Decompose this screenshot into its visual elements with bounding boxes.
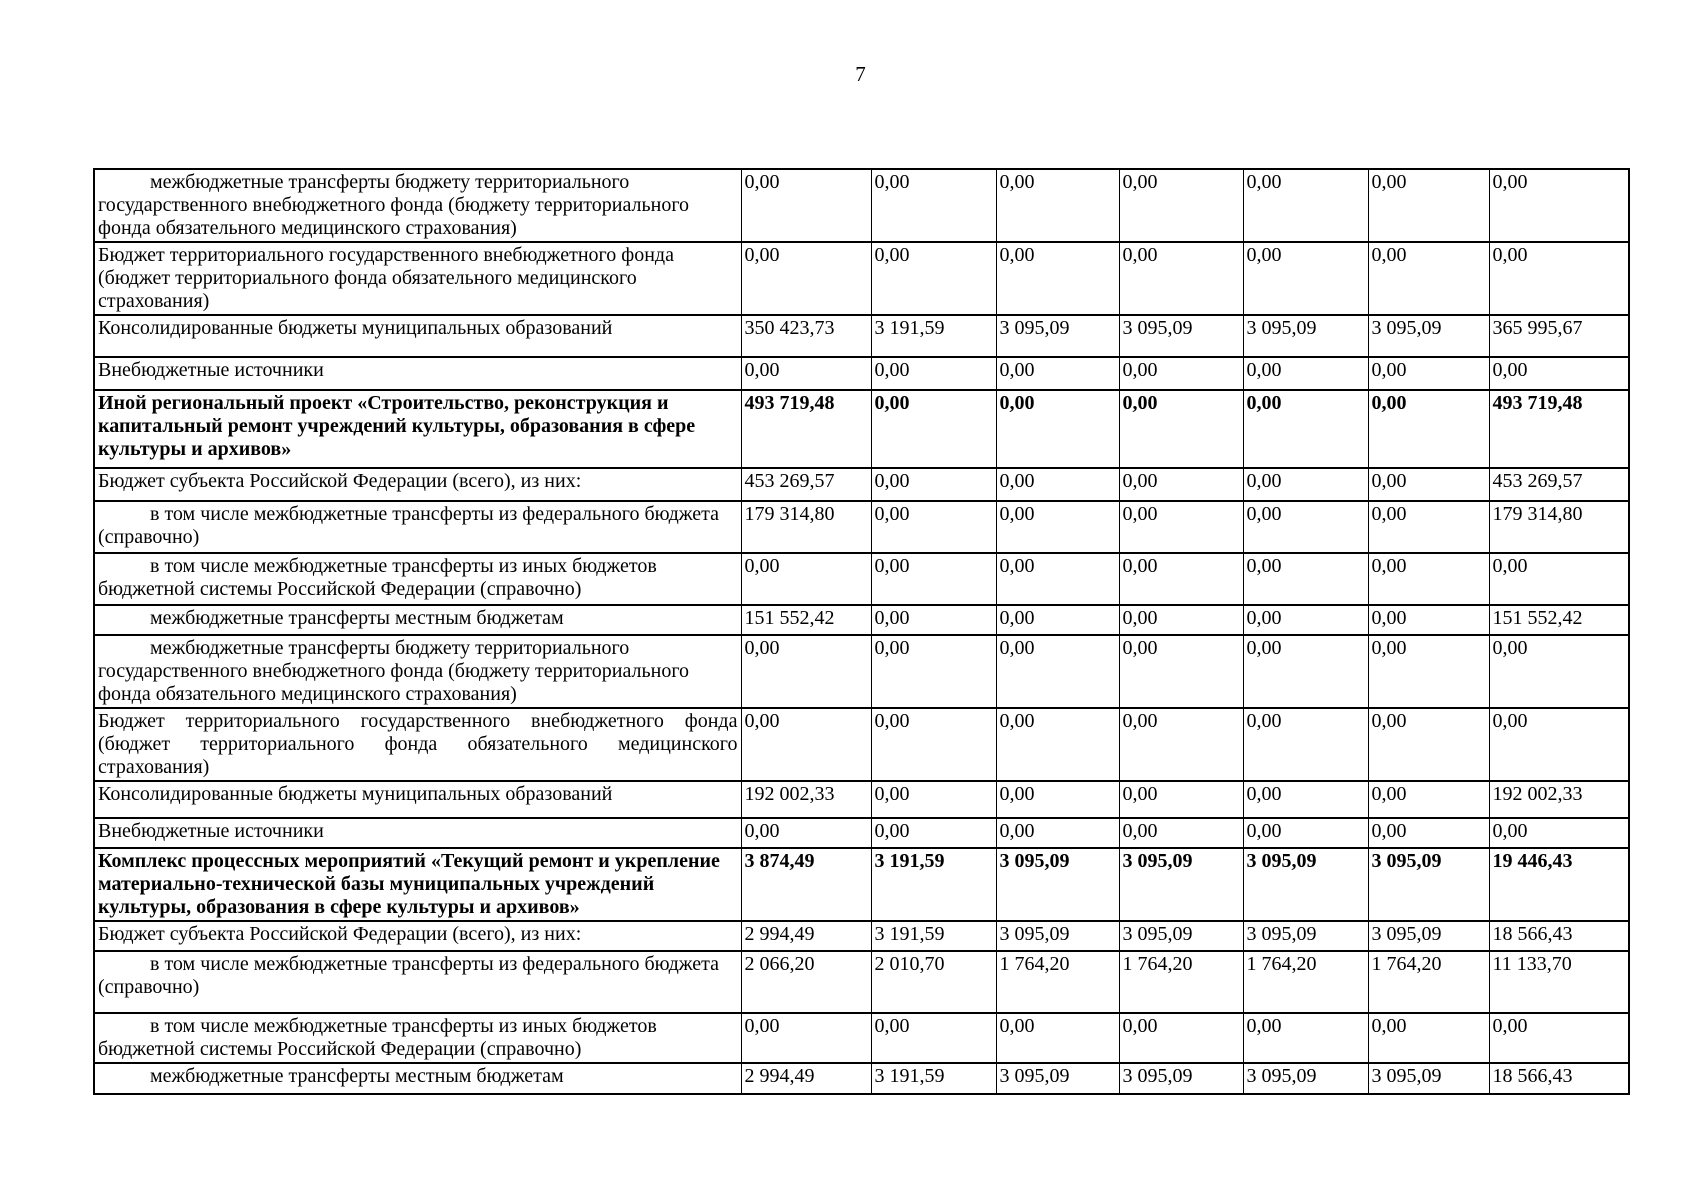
value-cell: 0,00 xyxy=(1243,169,1368,242)
value-cell: 0,00 xyxy=(1368,605,1489,635)
row-label-cell: Внебюджетные источники xyxy=(94,818,741,848)
value-cell: 0,00 xyxy=(1368,781,1489,818)
value-cell: 0,00 xyxy=(996,781,1119,818)
value-cell: 0,00 xyxy=(871,390,996,468)
table-row xyxy=(94,848,1629,921)
value-cell: 0,00 xyxy=(1368,818,1489,848)
value-cell: 0,00 xyxy=(1489,553,1629,605)
value-cell: 3 095,09 xyxy=(1119,848,1243,921)
value-cell: 0,00 xyxy=(996,357,1119,390)
row-label-cell: Иной региональный проект «Строительство, реконструкция и капитальный ремонт учреждений культуры, образования в сфере культуры и архивов» xyxy=(94,390,741,468)
value-cell: 3 095,09 xyxy=(1368,921,1489,951)
value-cell: 453 269,57 xyxy=(741,468,871,501)
value-cell: 0,00 xyxy=(1489,242,1629,315)
value-cell: 0,00 xyxy=(1119,818,1243,848)
value-cell: 18 566,43 xyxy=(1489,1063,1629,1094)
value-cell: 0,00 xyxy=(1119,1013,1243,1063)
value-cell: 0,00 xyxy=(1368,390,1489,468)
value-cell: 0,00 xyxy=(1243,390,1368,468)
value-cell: 0,00 xyxy=(741,242,871,315)
value-cell: 0,00 xyxy=(871,357,996,390)
value-cell: 0,00 xyxy=(996,553,1119,605)
value-cell: 3 095,09 xyxy=(1243,315,1368,357)
value-cell: 0,00 xyxy=(1119,468,1243,501)
row-label-cell: в том числе межбюджетные трансферты из федерального бюджета (справочно) xyxy=(94,501,741,553)
value-cell: 192 002,33 xyxy=(1489,781,1629,818)
value-cell: 0,00 xyxy=(1489,708,1629,781)
value-cell: 0,00 xyxy=(996,242,1119,315)
value-cell: 0,00 xyxy=(1119,169,1243,242)
row-label-cell: межбюджетные трансферты местным бюджетам xyxy=(94,605,741,635)
value-cell: 493 719,48 xyxy=(741,390,871,468)
value-cell: 0,00 xyxy=(871,553,996,605)
value-cell: 0,00 xyxy=(871,169,996,242)
value-cell: 0,00 xyxy=(996,390,1119,468)
table-row xyxy=(94,315,1629,357)
value-cell: 0,00 xyxy=(1368,635,1489,708)
row-label-cell: Внебюджетные источники xyxy=(94,357,741,390)
value-cell: 0,00 xyxy=(741,818,871,848)
value-cell: 0,00 xyxy=(996,1013,1119,1063)
row-label-cell: межбюджетные трансферты бюджету территориального государственного внебюджетного фонда (бюджету территориального фонда обязательного медицинского страхования) xyxy=(94,635,741,708)
budget-table-body xyxy=(94,169,1629,1094)
value-cell: 0,00 xyxy=(996,708,1119,781)
value-cell: 0,00 xyxy=(1119,242,1243,315)
table-row xyxy=(94,951,1629,1013)
value-cell: 0,00 xyxy=(1119,708,1243,781)
row-label-cell: Бюджет субъекта Российской Федерации (всего), из них: xyxy=(94,468,741,501)
value-cell: 0,00 xyxy=(1119,635,1243,708)
value-cell: 0,00 xyxy=(996,635,1119,708)
value-cell: 3 191,59 xyxy=(871,1063,996,1094)
value-cell: 151 552,42 xyxy=(741,605,871,635)
table-row xyxy=(94,818,1629,848)
value-cell: 0,00 xyxy=(871,635,996,708)
value-cell: 0,00 xyxy=(1243,357,1368,390)
value-cell: 3 095,09 xyxy=(1119,1063,1243,1094)
row-label-cell: Бюджет территориального государственного внебюджетного фонда (бюджет территориального фонда обязательного медицинского страхования) xyxy=(94,708,741,781)
value-cell: 2 994,49 xyxy=(741,1063,871,1094)
value-cell: 0,00 xyxy=(996,605,1119,635)
table-row xyxy=(94,921,1629,951)
value-cell: 0,00 xyxy=(871,1013,996,1063)
value-cell: 3 191,59 xyxy=(871,315,996,357)
value-cell: 3 095,09 xyxy=(1119,921,1243,951)
value-cell: 0,00 xyxy=(1368,169,1489,242)
budget-table xyxy=(93,168,1630,1095)
row-label-cell: в том числе межбюджетные трансферты из иных бюджетов бюджетной системы Российской Федерации (справочно) xyxy=(94,553,741,605)
table-row xyxy=(94,242,1629,315)
table-row xyxy=(94,553,1629,605)
table-row xyxy=(94,169,1629,242)
value-cell: 0,00 xyxy=(871,501,996,553)
value-cell: 0,00 xyxy=(1243,818,1368,848)
row-label-cell: межбюджетные трансферты бюджету территориального государственного внебюджетного фонда (бюджету территориального фонда обязательного медицинского страхования) xyxy=(94,169,741,242)
value-cell: 350 423,73 xyxy=(741,315,871,357)
value-cell: 0,00 xyxy=(1368,468,1489,501)
value-cell: 0,00 xyxy=(741,169,871,242)
value-cell: 1 764,20 xyxy=(1368,951,1489,1013)
value-cell: 2 066,20 xyxy=(741,951,871,1013)
value-cell: 0,00 xyxy=(1368,553,1489,605)
value-cell: 0,00 xyxy=(871,242,996,315)
value-cell: 0,00 xyxy=(871,605,996,635)
table-row xyxy=(94,781,1629,818)
value-cell: 365 995,67 xyxy=(1489,315,1629,357)
value-cell: 0,00 xyxy=(1243,605,1368,635)
value-cell: 0,00 xyxy=(1368,501,1489,553)
row-label-cell: Комплекс процессных мероприятий «Текущий ремонт и укрепление материально-технической базы муниципальных учреждений культуры, образования в сфере культуры и архивов» xyxy=(94,848,741,921)
value-cell: 3 874,49 xyxy=(741,848,871,921)
value-cell: 0,00 xyxy=(741,553,871,605)
value-cell: 3 095,09 xyxy=(996,848,1119,921)
value-cell: 18 566,43 xyxy=(1489,921,1629,951)
value-cell: 0,00 xyxy=(1368,708,1489,781)
table-row xyxy=(94,357,1629,390)
value-cell: 0,00 xyxy=(1243,242,1368,315)
value-cell: 0,00 xyxy=(1243,501,1368,553)
value-cell: 0,00 xyxy=(1489,818,1629,848)
table-row xyxy=(94,635,1629,708)
value-cell: 0,00 xyxy=(1119,553,1243,605)
value-cell: 0,00 xyxy=(741,708,871,781)
value-cell: 0,00 xyxy=(741,1013,871,1063)
value-cell: 0,00 xyxy=(1368,357,1489,390)
value-cell: 3 191,59 xyxy=(871,848,996,921)
row-label-cell: межбюджетные трансферты местным бюджетам xyxy=(94,1063,741,1094)
value-cell: 0,00 xyxy=(1119,357,1243,390)
value-cell: 0,00 xyxy=(1243,635,1368,708)
table-row xyxy=(94,605,1629,635)
value-cell: 3 191,59 xyxy=(871,921,996,951)
value-cell: 3 095,09 xyxy=(1368,848,1489,921)
value-cell: 11 133,70 xyxy=(1489,951,1629,1013)
value-cell: 3 095,09 xyxy=(996,1063,1119,1094)
value-cell: 0,00 xyxy=(1489,1013,1629,1063)
row-label-cell: Бюджет субъекта Российской Федерации (всего), из них: xyxy=(94,921,741,951)
value-cell: 0,00 xyxy=(996,169,1119,242)
value-cell: 1 764,20 xyxy=(1119,951,1243,1013)
value-cell: 0,00 xyxy=(871,468,996,501)
value-cell: 1 764,20 xyxy=(996,951,1119,1013)
value-cell: 3 095,09 xyxy=(1243,921,1368,951)
page-number: 7 xyxy=(855,62,866,86)
value-cell: 0,00 xyxy=(1243,781,1368,818)
table-row xyxy=(94,1063,1629,1094)
value-cell: 0,00 xyxy=(1368,242,1489,315)
table-row xyxy=(94,468,1629,501)
value-cell: 3 095,09 xyxy=(1243,848,1368,921)
value-cell: 3 095,09 xyxy=(1119,315,1243,357)
table-row xyxy=(94,390,1629,468)
value-cell: 0,00 xyxy=(996,818,1119,848)
value-cell: 3 095,09 xyxy=(996,921,1119,951)
value-cell: 453 269,57 xyxy=(1489,468,1629,501)
value-cell: 0,00 xyxy=(1368,1013,1489,1063)
value-cell: 0,00 xyxy=(1489,169,1629,242)
value-cell: 0,00 xyxy=(996,501,1119,553)
value-cell: 3 095,09 xyxy=(1368,315,1489,357)
value-cell: 0,00 xyxy=(871,818,996,848)
value-cell: 192 002,33 xyxy=(741,781,871,818)
table-row xyxy=(94,501,1629,553)
value-cell: 3 095,09 xyxy=(1368,1063,1489,1094)
row-label-cell: в том числе межбюджетные трансферты из иных бюджетов бюджетной системы Российской Федерации (справочно) xyxy=(94,1013,741,1063)
value-cell: 0,00 xyxy=(741,357,871,390)
value-cell: 3 095,09 xyxy=(1243,1063,1368,1094)
row-label-cell: Консолидированные бюджеты муниципальных образований xyxy=(94,781,741,818)
value-cell: 0,00 xyxy=(1119,781,1243,818)
table-row xyxy=(94,708,1629,781)
value-cell: 179 314,80 xyxy=(1489,501,1629,553)
value-cell: 493 719,48 xyxy=(1489,390,1629,468)
value-cell: 0,00 xyxy=(1119,501,1243,553)
value-cell: 0,00 xyxy=(1243,1013,1368,1063)
value-cell: 0,00 xyxy=(741,635,871,708)
value-cell: 0,00 xyxy=(871,708,996,781)
value-cell: 2 010,70 xyxy=(871,951,996,1013)
value-cell: 3 095,09 xyxy=(996,315,1119,357)
value-cell: 151 552,42 xyxy=(1489,605,1629,635)
value-cell: 0,00 xyxy=(1489,357,1629,390)
value-cell: 19 446,43 xyxy=(1489,848,1629,921)
value-cell: 0,00 xyxy=(1243,553,1368,605)
row-label-cell: Консолидированные бюджеты муниципальных образований xyxy=(94,315,741,357)
value-cell: 0,00 xyxy=(996,468,1119,501)
value-cell: 0,00 xyxy=(871,781,996,818)
value-cell: 0,00 xyxy=(1119,605,1243,635)
value-cell: 179 314,80 xyxy=(741,501,871,553)
row-label-cell: в том числе межбюджетные трансферты из федерального бюджета (справочно) xyxy=(94,951,741,1013)
value-cell: 2 994,49 xyxy=(741,921,871,951)
value-cell: 0,00 xyxy=(1243,708,1368,781)
value-cell: 0,00 xyxy=(1119,390,1243,468)
row-label-cell: Бюджет территориального государственного внебюджетного фонда (бюджет территориального фонда обязательного медицинского страхования) xyxy=(94,242,741,315)
table-row xyxy=(94,1013,1629,1063)
value-cell: 0,00 xyxy=(1243,468,1368,501)
value-cell: 1 764,20 xyxy=(1243,951,1368,1013)
value-cell: 0,00 xyxy=(1489,635,1629,708)
